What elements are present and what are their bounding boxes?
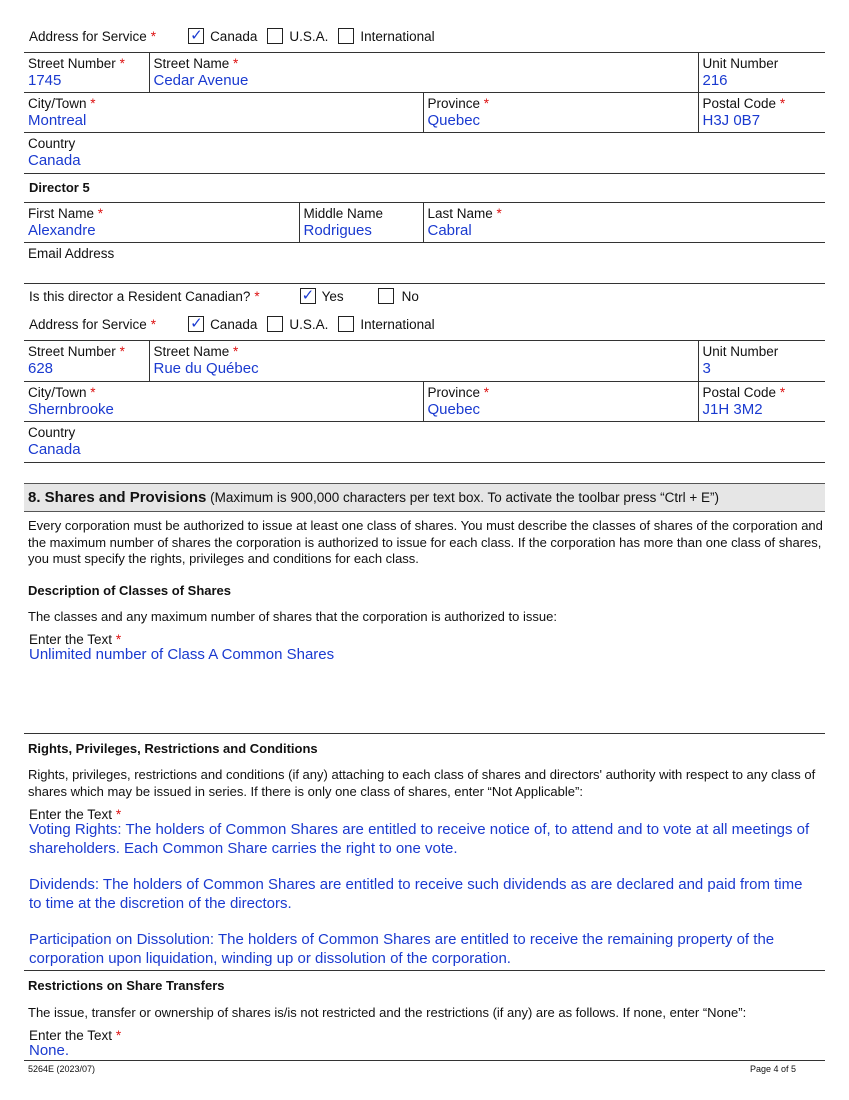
section8-header — [24, 483, 825, 512]
street-name-label: Street Name — [153, 56, 230, 71]
rights-paragraph-dissolution: Participation on Dissolution: The holders of Common Shares are entitled to receive the remaining property of the corporation upon liquidation, winding up or dissolution of the corporation. — [29, 931, 775, 967]
required-mark: * — [483, 96, 490, 111]
resident-yes-checkbox[interactable] — [300, 288, 316, 304]
postal-code-label: Postal Code — [702, 385, 777, 400]
middle-name-value[interactable]: Rodrigues — [303, 222, 372, 239]
unit-number-cell[interactable] — [698, 341, 825, 382]
first-name-value[interactable]: Alexandre — [28, 222, 96, 239]
unit-number-value[interactable]: 3 — [702, 360, 711, 377]
province-value[interactable]: Quebec — [427, 401, 481, 418]
first-name-label: First Name — [28, 206, 95, 221]
street-number-value[interactable]: 1745 — [28, 72, 62, 89]
divider — [24, 733, 825, 734]
no-label: No — [401, 288, 419, 304]
country-value[interactable]: Canada — [28, 441, 81, 458]
classes-text-box[interactable]: Unlimited number of Class A Common Shares — [29, 646, 335, 663]
required-mark: * — [115, 632, 122, 647]
page-number: Page 4 of 5 — [750, 1064, 797, 1074]
address-for-service-label: Address for Service — [29, 316, 147, 332]
country-option-usa[interactable] — [267, 28, 328, 44]
required-mark: * — [150, 316, 157, 332]
province-label: Province — [427, 385, 481, 400]
city-cell[interactable] — [24, 93, 423, 133]
section8-title: 8. Shares and Provisions — [28, 489, 207, 506]
required-mark: * — [233, 56, 239, 71]
rights-paragraph-dividends: Dividends: The holders of Common Shares are entitled to receive such dividends as are declared and paid from time to time at the discretion of the directors. — [29, 876, 803, 912]
usa-checkbox[interactable] — [267, 316, 283, 332]
required-mark: * — [254, 288, 260, 304]
canada-checkbox[interactable] — [188, 316, 204, 332]
rights-heading: Rights, Privileges, Restrictions and Conditions — [28, 741, 318, 756]
international-label: International — [360, 28, 435, 44]
country-cell[interactable] — [24, 133, 825, 174]
director5-heading: Director 5 — [29, 180, 90, 195]
enter-text-label: Enter the Text — [29, 1028, 113, 1043]
canada-label: Canada — [210, 316, 258, 332]
country-cell[interactable] — [24, 422, 825, 463]
section8-intro: Every corporation must be authorized to issue at least one class of shares. You must describe the classes of shares of the corporation and the maximum number of shares the corporation is authorized to issue for each class. If the corporation has more than one class of shares, you must specify the rights, privileges and conditions for each class. — [28, 518, 823, 566]
middle-name-cell[interactable] — [299, 203, 423, 243]
postal-code-cell[interactable] — [698, 93, 825, 133]
required-mark: * — [97, 206, 104, 221]
street-number-cell[interactable] — [24, 53, 149, 93]
director5-name-table — [24, 202, 825, 284]
section8-note: (Maximum is 900,000 characters per text box. To activate the toolbar press “Ctrl + E”) — [210, 490, 720, 505]
email-cell[interactable] — [24, 243, 825, 284]
required-mark: * — [90, 385, 96, 400]
required-mark: * — [115, 807, 122, 822]
city-value[interactable]: Shernbrooke — [28, 401, 114, 418]
rights-description: Rights, privileges, restrictions and conditions (if any) attaching to each class of shares and directors' authority with respect to any class of shares which may be issued in series. If there is only one class of shares, enter “Not Applicable”: — [28, 767, 816, 799]
street-number-value[interactable]: 628 — [28, 360, 54, 377]
street-name-label: Street Name — [153, 344, 230, 359]
required-mark: * — [119, 344, 125, 359]
address-for-service-label: Address for Service — [29, 28, 147, 44]
international-checkbox[interactable] — [338, 316, 354, 332]
province-cell[interactable] — [423, 93, 698, 133]
last-name-value[interactable]: Cabral — [427, 222, 472, 239]
unit-number-cell[interactable] — [698, 53, 825, 93]
required-mark: * — [150, 28, 157, 44]
country-option-international[interactable] — [338, 28, 434, 44]
enter-text-label: Enter the Text — [29, 632, 113, 647]
resident-question: Is this director a Resident Canadian? — [29, 288, 251, 304]
city-cell[interactable] — [24, 382, 423, 422]
country-option-international[interactable] — [338, 316, 434, 332]
country-label: Country — [28, 136, 76, 151]
required-mark: * — [779, 96, 786, 111]
required-mark: * — [119, 56, 125, 71]
divider — [24, 1060, 825, 1061]
resident-no-checkbox[interactable] — [378, 288, 394, 304]
last-name-cell[interactable] — [423, 203, 825, 243]
city-label: City/Town — [28, 385, 87, 400]
street-number-cell[interactable] — [24, 341, 149, 382]
street-number-label: Street Number — [28, 344, 116, 359]
director5-address-table — [24, 340, 825, 463]
transfer-text-box[interactable]: None. — [29, 1042, 70, 1059]
international-checkbox[interactable] — [338, 28, 354, 44]
street-name-cell[interactable] — [149, 341, 698, 382]
unit-number-label: Unit Number — [702, 56, 779, 71]
street-number-label: Street Number — [28, 56, 116, 71]
street-name-value[interactable]: Rue du Québec — [153, 360, 259, 377]
classes-description: The classes and any maximum number of shares that the corporation is authorized to issue: — [28, 609, 557, 624]
city-value[interactable]: Montreal — [28, 112, 87, 129]
city-label: City/Town — [28, 96, 87, 111]
country-value[interactable]: Canada — [28, 152, 81, 169]
yes-label: Yes — [321, 288, 344, 304]
required-mark: * — [115, 1028, 122, 1043]
postal-code-cell[interactable] — [698, 382, 825, 422]
form-code: 5264E (2023/07) — [28, 1064, 96, 1074]
middle-name-label: Middle Name — [303, 206, 384, 221]
postal-code-value[interactable]: J1H 3M2 — [702, 401, 763, 418]
resident-canadian-row — [29, 288, 429, 304]
country-option-canada[interactable] — [188, 316, 257, 332]
resident-no-option[interactable] — [378, 288, 419, 304]
usa-checkbox[interactable] — [267, 28, 283, 44]
province-cell[interactable] — [423, 382, 698, 422]
canada-checkbox[interactable] — [188, 28, 204, 44]
director4-address-table — [24, 52, 825, 174]
unit-number-value[interactable]: 216 — [702, 72, 728, 89]
transfer-description: The issue, transfer or ownership of shares is/is not restricted and the restrictions (if any) are as follows. If none, enter “None”: — [28, 1005, 747, 1020]
country-label: Country — [28, 425, 76, 440]
address-for-service-row — [29, 28, 445, 44]
postal-code-value[interactable]: H3J 0B7 — [702, 112, 761, 129]
usa-label: U.S.A. — [289, 28, 329, 44]
required-mark: * — [90, 96, 96, 111]
transfer-heading: Restrictions on Share Transfers — [28, 978, 225, 993]
rights-paragraph-voting: Voting Rights: The holders of Common Shares are entitled to receive notice of, to attend and to vote at all meetings of shareholders. Each Common Share carries the right to one vote. — [29, 821, 810, 857]
classes-heading: Description of Classes of Shares — [28, 583, 232, 598]
usa-label: U.S.A. — [289, 316, 329, 332]
country-option-usa[interactable] — [267, 316, 328, 332]
country-option-canada[interactable] — [188, 28, 257, 44]
postal-code-label: Postal Code — [702, 96, 777, 111]
divider — [24, 970, 825, 971]
first-name-cell[interactable] — [24, 203, 299, 243]
address-for-service-row — [29, 316, 445, 332]
required-mark: * — [779, 385, 786, 400]
international-label: International — [360, 316, 435, 332]
enter-text-label: Enter the Text — [29, 807, 113, 822]
rights-text-box[interactable] — [29, 821, 819, 968]
unit-number-label: Unit Number — [702, 344, 779, 359]
canada-label: Canada — [210, 28, 258, 44]
required-mark: * — [483, 385, 490, 400]
email-label: Email Address — [28, 246, 115, 261]
province-value[interactable]: Quebec — [427, 112, 481, 129]
resident-yes-option[interactable] — [300, 288, 344, 304]
street-name-cell[interactable] — [149, 53, 698, 93]
required-mark: * — [233, 344, 239, 359]
street-name-value[interactable]: Cedar Avenue — [153, 72, 249, 89]
required-mark: * — [496, 206, 502, 221]
last-name-label: Last Name — [427, 206, 493, 221]
province-label: Province — [427, 96, 481, 111]
